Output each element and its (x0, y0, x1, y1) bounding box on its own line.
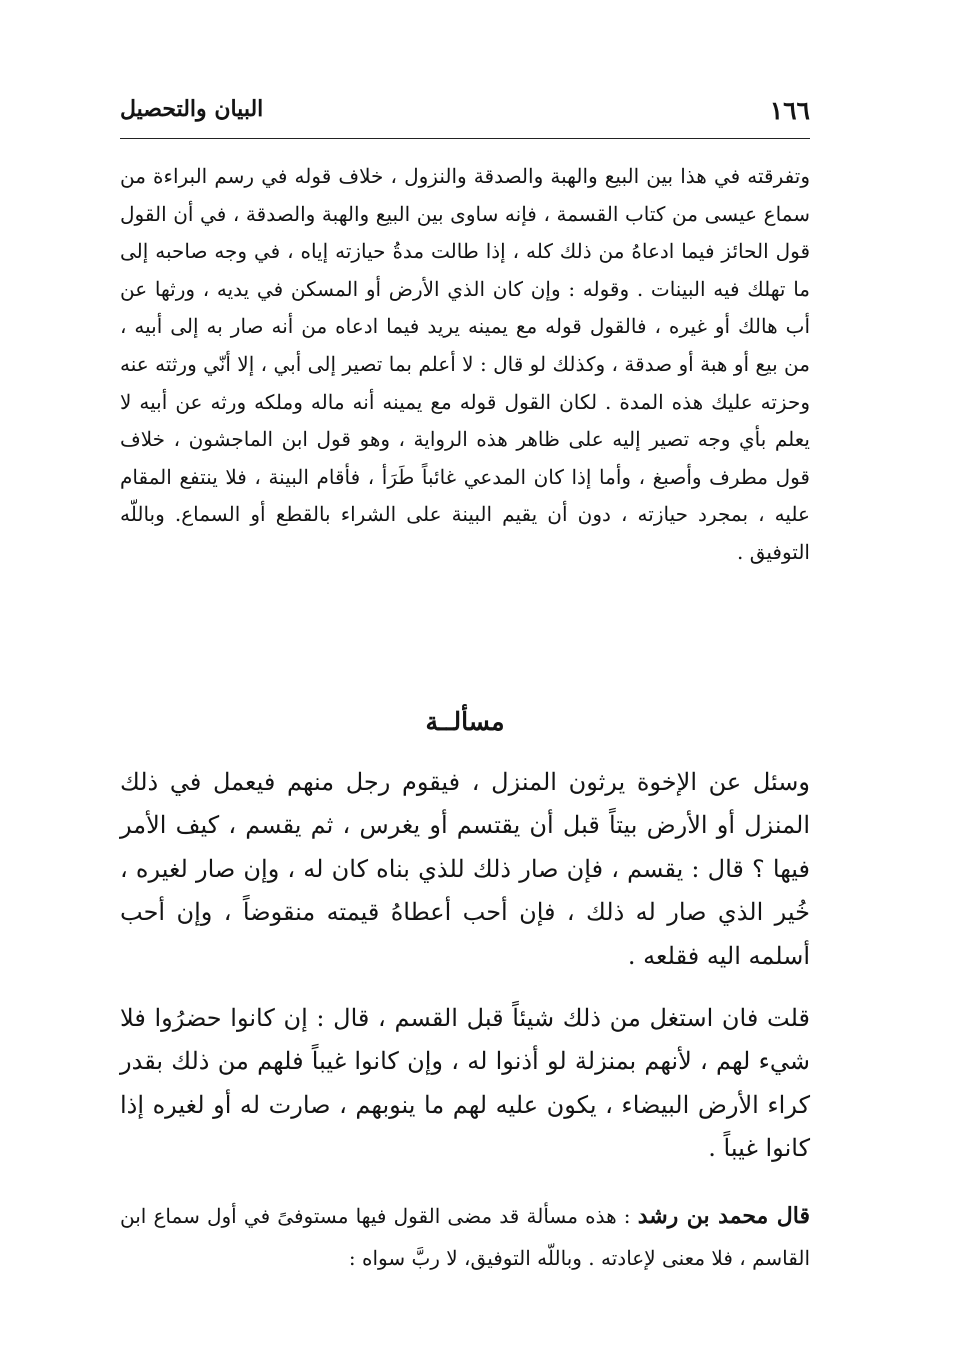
paragraph-commentary: وتفرقته في هذا بين البيع والهبة والصدقة والنزول ، خلاف قوله في رسم البراءة من سماع عيسى من كتاب القسمة ، فإنه ساوى بين البيع والهبة والصدقة ، في أن القول قول الحائز فيما ادعاهُ من ذلك كله ، إذا طالت مدةُ حيازته إياه ، في وجه صاحبه إلى ما تهلك فيه البينات . وقوله : وإن كان الذي الأرض أو المسكن في يديه ، ورثها عن أب هالك أو غيره ، فالقول قوله مع يمينه يريد فيما ادعاه من أنه صار به إلى أبيه ، من بيع أو هبة أو صدقة ، وكذلك لو قال : لا أعلم بما تصير إلى أبي ، إلا أنّي ورثته عنه وحزته عليك هذه المدة . لكان القول قوله مع يمينه أنه ماله وملكه ورثه عن أبيه لا يعلم بأي وجه تصير إليه على ظاهر هذه الرواية ، وهو قول ابن الماجشون ، خلاف قول مطرف وأصبغ ، وأما إذا كان المدعي غائباً طَرَأ ، فأقام البينة ، فلا ينتفع المقام عليه ، بمجرد حيازته ، دون أن يقيم البينة على الشراء بالقطع أو السماع. وباللّه التوفيق . (120, 164, 810, 564)
section-heading: مسألــة (425, 707, 505, 736)
page-header (120, 96, 810, 136)
header-divider (120, 138, 810, 139)
paragraph-ibn-rushd (120, 1195, 810, 1279)
paragraph-question: وسئل عن الإخوة يرثون المنزل ، فيقوم رجل منهم فيعمل في ذلك المنزل أو الأرض بيتاً قبل أن يقتسم أو يغرس ، ثم يقسم ، كيف الأمر فيها ؟ قال : يقسم ، فإن صار ذلك للذي بناه كان له ، وإن صار لغيره ، خُير الذي صار له ذلك ، فإن أحب أعطاهُ قيمته منقوضاً ، وإن أحب أسلمه اليه فقلعه . (120, 768, 810, 970)
running-title: البيان والتحصيل (120, 96, 264, 122)
paragraph-ibn-rushd-text: : هذه مسألة قد مضى القول فيها مستوفىً في أول سماع ابن القاسم ، فلا معنى لإعادته . وباللّه التوفيق، لا ربَّ سواه : (120, 1204, 810, 1270)
speaker-name: قال محمد بن رشد (637, 1203, 810, 1229)
page-number: ١٦٦ (769, 96, 810, 125)
paragraph-followup: قلت فان استغل من ذلك شيئاً قبل القسم ، قال : إن كانوا حضرُوا فلا شيء لهم ، لأنهم بمنزلة لو أذنوا له ، وإن كانوا غيباً فلهم من ذلك بقدر كراء الأرض البيضاء ، يكون عليه لهم ما ينوبهم ، صارت له أو لغيره إذا كانوا غيباً . (120, 1004, 810, 1163)
